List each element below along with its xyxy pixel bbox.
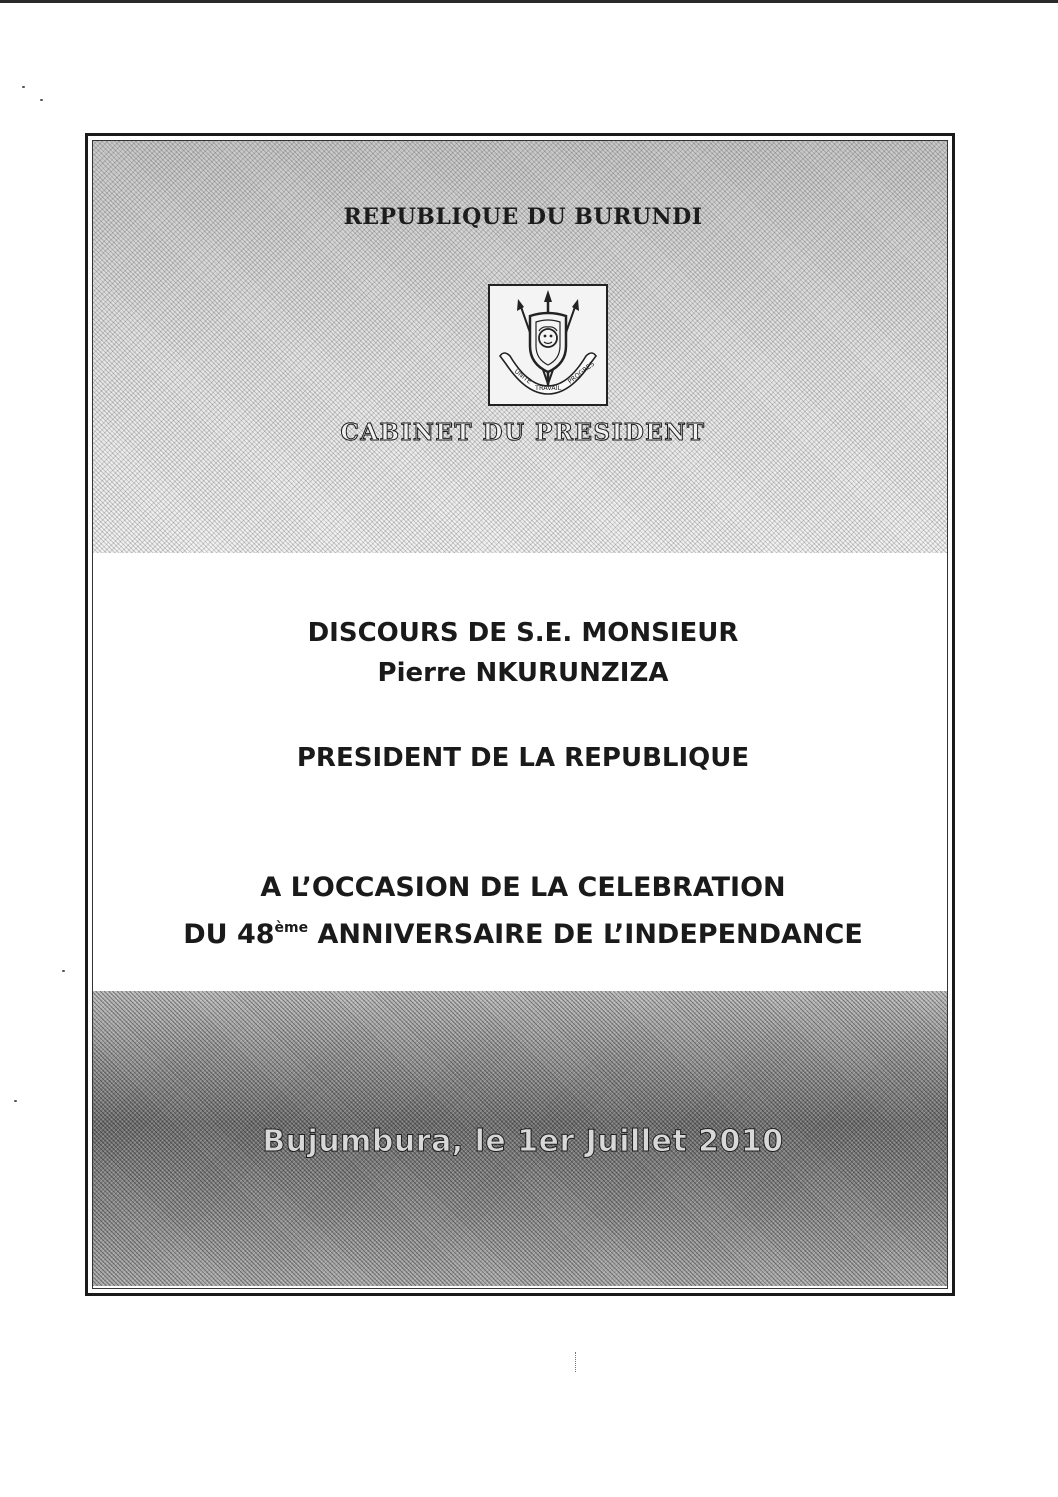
scan-speck: [22, 86, 25, 88]
occasion-heading: [88, 868, 958, 955]
speaker-role: PRESIDENT DE LA REPUBLIQUE: [296, 743, 750, 773]
speech-title: [88, 613, 958, 693]
scan-speck: [14, 1100, 17, 1102]
scan-speck: [40, 99, 43, 101]
scan-speck: [62, 970, 65, 972]
speech-title-line-1: DISCOURS DE S.E. MONSIEUR: [307, 618, 739, 648]
scan-edge-line: [0, 0, 1058, 3]
occasion-line-1: A L’OCCASION DE LA CELEBRATION: [260, 872, 786, 903]
speaker-name: Pierre NKURUNZIZA: [377, 658, 669, 688]
coat-of-arms: [488, 284, 608, 406]
svg-text:UNITE: UNITE: [512, 367, 534, 386]
svg-text:PROGRES: PROGRES: [566, 359, 596, 386]
occasion-line-2: [88, 908, 958, 955]
country-heading: REPUBLIQUE DU BURUNDI: [343, 204, 703, 230]
ordinal-superscript: ème: [274, 920, 309, 936]
office-heading: CABINET DU PRESIDENT: [340, 419, 706, 446]
burundi-coat-of-arms-icon: [490, 286, 606, 404]
occasion-line-2-suffix: ANNIVERSAIRE DE L’INDEPENDANCE: [308, 919, 863, 950]
scan-mark: [575, 1352, 580, 1372]
cover-frame: [85, 133, 955, 1296]
place-and-date: Bujumbura, le 1er Juillet 2010: [262, 1124, 784, 1159]
occasion-line-2-prefix: DU 48: [183, 919, 275, 950]
svg-text:TRAVAIL: TRAVAIL: [535, 384, 562, 392]
